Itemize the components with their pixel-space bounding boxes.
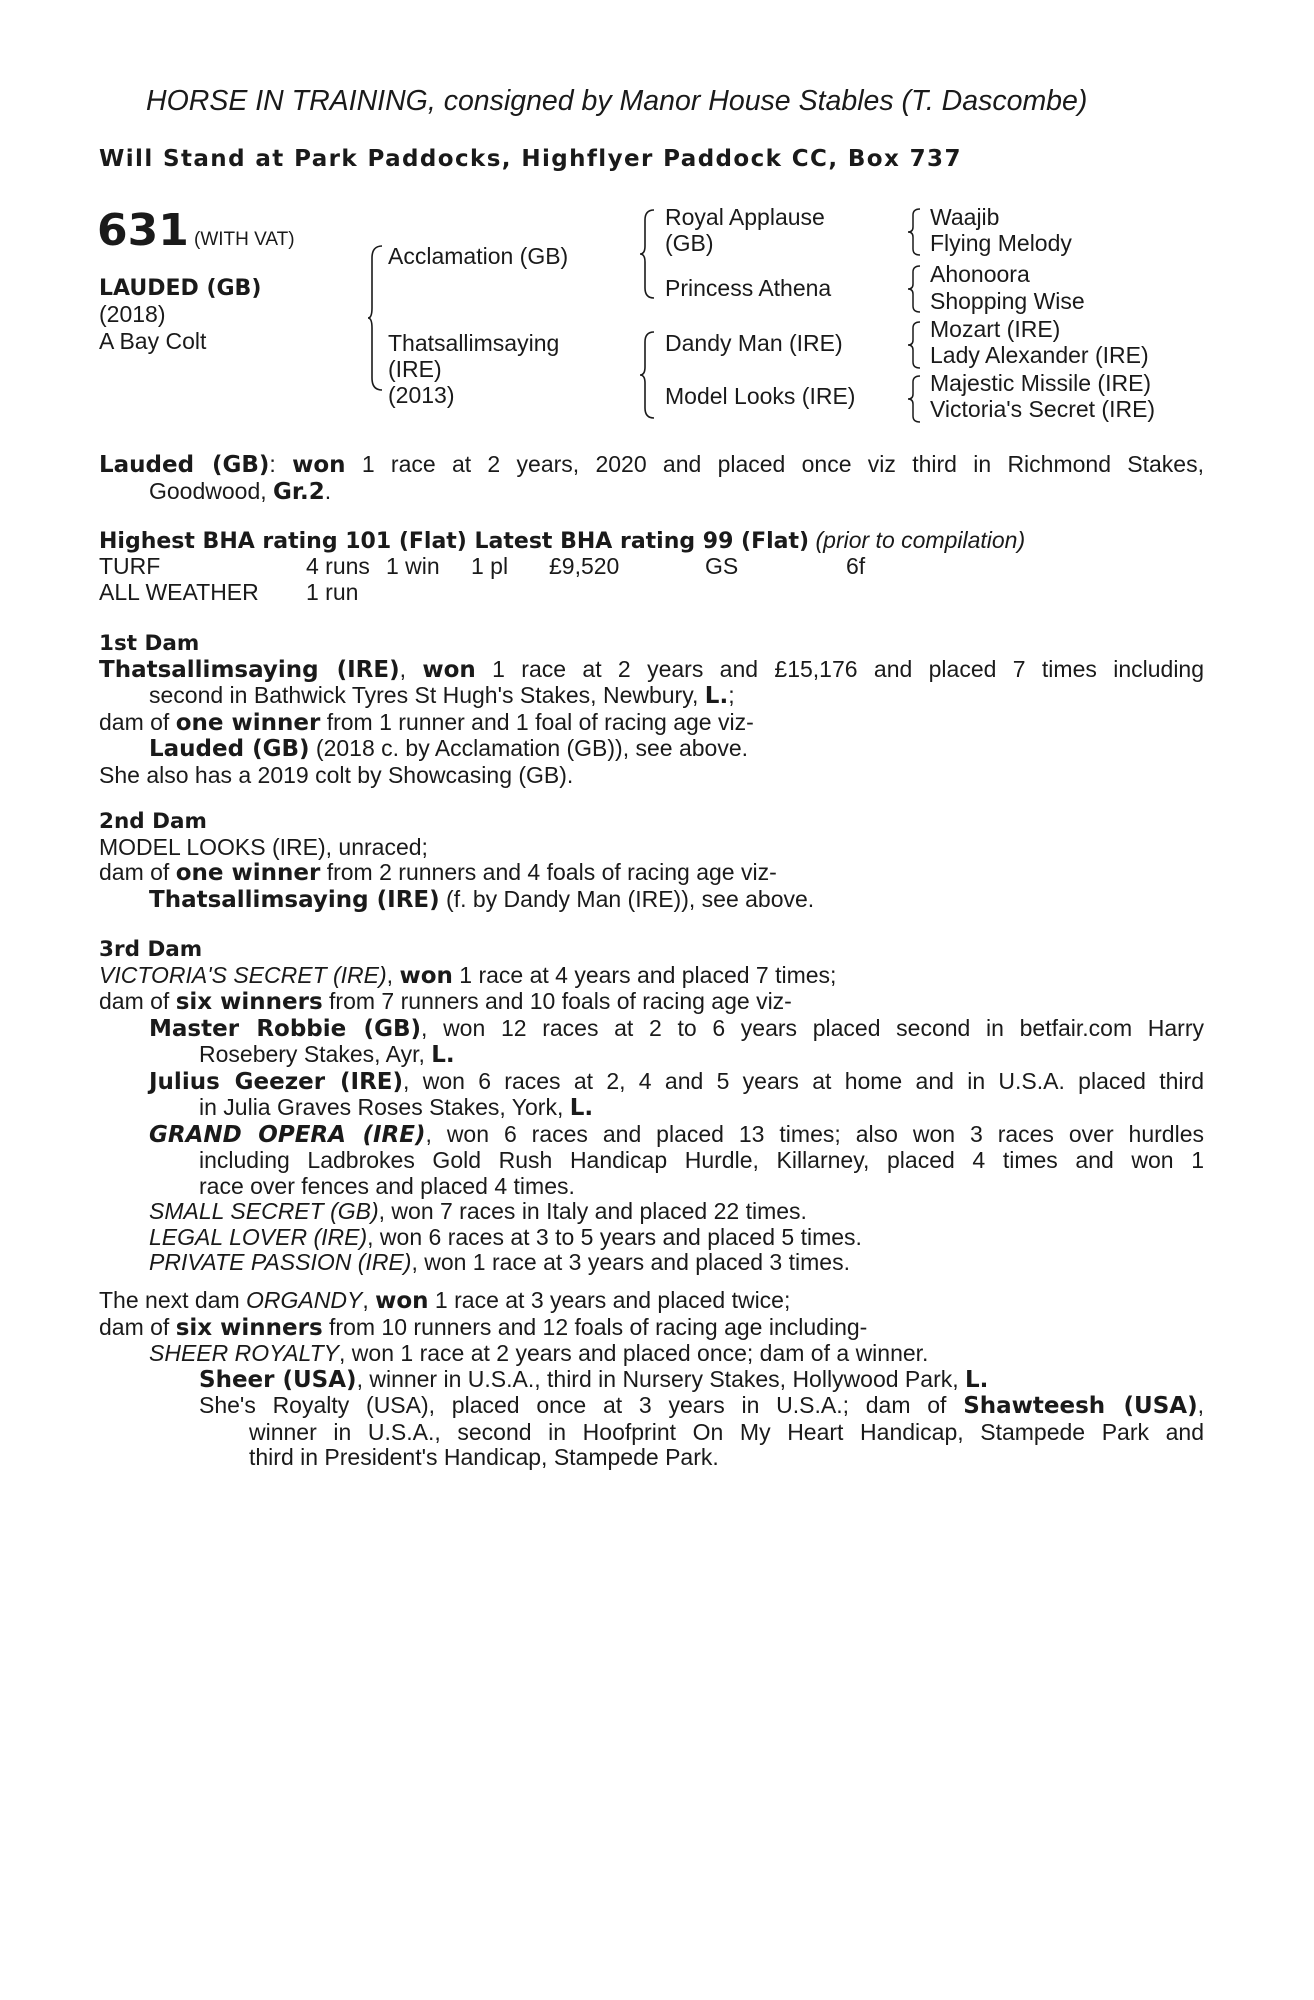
- pedigree-sire-dam: Princess Athena: [665, 275, 832, 301]
- summary-horse-name: Lauded (GB): [99, 452, 270, 478]
- separator: ,: [386, 961, 400, 988]
- offspring-text: , won 1 race at 2 years and placed once; dam of a winner.: [339, 1340, 929, 1366]
- next-dam-name: ORGANDY: [246, 1287, 363, 1313]
- offspring-name: PRIVATE PASSION (IRE): [149, 1249, 412, 1275]
- text-part: dam of: [99, 1313, 176, 1340]
- second-dam-line-2: [99, 860, 1204, 887]
- first-dam-line-2: [99, 683, 1204, 710]
- row-prize: £9,520: [549, 553, 620, 579]
- pedigree-ggd-1: Flying Melody: [930, 230, 1072, 256]
- won-label: won: [399, 962, 453, 989]
- pedigree-dam-year: (2013): [388, 382, 455, 408]
- pedigree-sire: Acclamation (GB): [388, 243, 569, 269]
- ratings-note: (prior to compilation): [815, 527, 1026, 553]
- offspring-text: , won 6 races at 2, 4 and 5 years at home and in U.S.A. placed third: [403, 1067, 1204, 1094]
- summary-line-2: [99, 479, 1204, 506]
- row-distance: 6f: [846, 553, 866, 579]
- offspring-name: Julius Geezer (IRE): [149, 1068, 404, 1095]
- ratings-heading: Highest BHA rating 101 (Flat) Latest BHA rating 99 (Flat): [99, 529, 810, 554]
- pedigree-ggd-2: Shopping Wise: [930, 288, 1085, 314]
- winner-count: six winners: [175, 989, 323, 1015]
- horse-description: A Bay Colt: [99, 328, 207, 354]
- grade: L.: [569, 1095, 594, 1121]
- offspring-name: Thatsallimsaying (IRE): [149, 886, 440, 913]
- first-dam-race: second in Bathwick Tyres St Hugh's Stakes, Newbury,: [149, 682, 705, 708]
- row-placed: 1 pl: [471, 553, 509, 579]
- offspring-text: , won 1 race at 3 years and placed 3 times.: [411, 1249, 850, 1275]
- text-part: dam of: [99, 988, 176, 1014]
- row-surface: ALL WEATHER: [99, 579, 259, 605]
- text-part: 1 race at 3 years and placed twice;: [428, 1287, 791, 1313]
- text-part: dam of: [99, 708, 176, 735]
- grand-opera-line-2: including Ladbrokes Gold Rush Handicap Hurdle, Killarney, placed 4 times and won 1: [199, 1147, 1204, 1173]
- next-dam-section: [99, 1288, 1204, 1471]
- third-dam-name: VICTORIA'S SECRET (IRE): [99, 961, 387, 988]
- row-wins: 1 win: [386, 553, 440, 579]
- julius-geezer-line-2: [99, 1095, 1204, 1122]
- first-dam-heading: 1st Dam: [99, 631, 200, 656]
- small-secret-line: [99, 1199, 1204, 1225]
- summary-grade: Gr.2: [273, 478, 325, 505]
- first-dam-section: [99, 631, 1204, 788]
- offspring-name: Master Robbie (GB): [149, 1015, 421, 1042]
- text-part: from 7 runners and 10 foals of racing age viz-: [322, 988, 792, 1014]
- offspring-name: SMALL SECRET (GB): [149, 1198, 379, 1224]
- julius-geezer-line-1: [99, 1069, 1204, 1096]
- master-robbie-line-1: [99, 1016, 1204, 1043]
- pedigree-ggd-3: Lady Alexander (IRE): [930, 342, 1149, 368]
- grade: L.: [431, 1042, 455, 1068]
- pedigree-dam-country: (IRE): [388, 356, 442, 382]
- separator: ,: [1197, 1392, 1205, 1418]
- row-runs: 4 runs: [306, 553, 370, 579]
- page-title: HORSE IN TRAINING, consigned by Manor House Stables (T. Dascombe): [146, 85, 1088, 117]
- offspring-text: (f. by Dandy Man (IRE)), see above.: [439, 885, 815, 912]
- horse-name: LAUDED (GB): [99, 276, 262, 301]
- pedigree-brace-dam: [640, 330, 656, 420]
- winner-count: six winners: [175, 1314, 323, 1341]
- summary-line-1: Lauded (GB): won 1 race at 2 years, 2020 and placed once viz third in Richmond Stakes,: [99, 451, 1204, 478]
- race-summary: [99, 452, 1204, 505]
- pedigree-brace-main: [368, 244, 384, 392]
- first-dam-won: won: [422, 656, 476, 683]
- summary-text: 1 race at 2 years, 2020 and placed once viz third in Richmond Stakes,: [345, 451, 1204, 477]
- pedigree-ggs-4: Majestic Missile (IRE): [930, 370, 1152, 396]
- grand-opera-line-3: race over fences and placed 4 times.: [199, 1172, 575, 1199]
- separator: ,: [362, 1287, 376, 1313]
- text-part: 1 race at 4 years and placed 7 times;: [452, 961, 837, 988]
- summary-course: Goodwood,: [149, 477, 274, 504]
- offspring-text: (2018 c. by Acclamation (GB)), see above.: [309, 735, 749, 761]
- pedigree-ggs-3: Mozart (IRE): [930, 316, 1061, 342]
- pedigree-brace-gg2: [908, 264, 922, 314]
- pedigree-ggs-2: Ahonoora: [930, 261, 1030, 287]
- offspring-name: SHEER ROYALTY: [149, 1340, 340, 1366]
- lot-number: 631: [97, 205, 189, 256]
- row-going: GS: [705, 553, 739, 579]
- vat-note: (WITH VAT): [194, 229, 295, 250]
- row-surface: TURF: [99, 553, 161, 579]
- row-runs: 1 run: [306, 579, 359, 605]
- grade: L.: [965, 1366, 989, 1393]
- pedigree-brace-gg3: [908, 320, 922, 370]
- next-dam-line-2: [99, 1315, 1204, 1342]
- offspring-text: , won 12 races at 2 to 6 years placed second in betfair.com Harry: [421, 1014, 1205, 1041]
- pedigree-dam-sire: Dandy Man (IRE): [665, 330, 843, 356]
- first-dam-semicolon: ;: [728, 682, 735, 708]
- ratings-row-turf: [99, 554, 1099, 580]
- legal-lover-line: [99, 1225, 1204, 1251]
- pedigree-dam: Thatsallimsaying: [388, 330, 560, 356]
- second-dam-line-1: MODEL LOOKS (IRE), unraced;: [99, 833, 428, 860]
- text-part: from 1 runner and 1 foal of racing age viz-: [320, 708, 754, 735]
- first-dam-text: 1 race at 2 years and £15,176 and placed 7 times including: [475, 655, 1205, 682]
- pedigree-brace-gg1: [908, 207, 922, 257]
- offspring-text: She's Royalty (USA), placed once at 3 years in U.S.A.; dam of: [199, 1392, 964, 1418]
- foaling-year: (2018): [99, 301, 166, 327]
- summary-won: won: [292, 452, 346, 478]
- sheer-line: [99, 1367, 1204, 1394]
- pedigree-sire-sire-country: (GB): [665, 230, 714, 256]
- third-dam-line-2: [99, 989, 1204, 1016]
- offspring-name: Lauded (GB): [149, 736, 310, 762]
- offspring-name: LEGAL LOVER (IRE): [149, 1223, 368, 1250]
- private-passion-line: [99, 1250, 1204, 1276]
- first-dam-line-3: [99, 710, 1204, 737]
- sheer-royalty-line: [99, 1341, 1204, 1367]
- grand-opera-line-1: [99, 1122, 1204, 1149]
- text-part: from 10 runners and 12 foals of racing age including-: [322, 1313, 868, 1340]
- offspring-name: GRAND OPERA (IRE): [149, 1121, 426, 1148]
- pedigree-brace-sire: [640, 208, 656, 300]
- stand-location: Will Stand at Park Paddocks, Highflyer Paddock CC, Box 737: [99, 146, 962, 172]
- shes-royalty-line-1: [99, 1393, 1204, 1420]
- winner-count: one winner: [175, 860, 321, 886]
- first-dam-name: Thatsallimsaying (IRE): [99, 656, 400, 683]
- third-dam-line-1: [99, 963, 1204, 990]
- text-part: The next dam: [99, 1287, 247, 1313]
- shes-royalty-line-2: winner in U.S.A., second in Hoofprint On My Heart Handicap, Stampede Park and: [249, 1418, 1204, 1445]
- first-dam-line-1: Thatsallimsaying (IRE), won 1 race at 2 years and £15,176 and placed 7 times including: [99, 655, 1205, 683]
- pedigree-dam-dam: Model Looks (IRE): [665, 383, 856, 409]
- first-dam-line-4: [99, 736, 1204, 763]
- offspring-text: , won 6 races at 3 to 5 years and placed 5 times.: [367, 1223, 862, 1250]
- offspring-text: , won 6 races and placed 13 times; also won 3 races over hurdles: [425, 1120, 1204, 1147]
- summary-period: .: [324, 477, 332, 504]
- next-dam-line-1: [99, 1288, 1204, 1315]
- second-dam-section: [99, 809, 1204, 913]
- first-dam-grade: L.: [704, 683, 729, 709]
- won-label: won: [375, 1288, 429, 1314]
- pedigree-ggs-1: Waajib: [930, 204, 1000, 230]
- ratings-heading-line: [99, 527, 1025, 554]
- offspring-text: Rosebery Stakes, Ayr,: [199, 1041, 432, 1067]
- offspring-text: , won 7 races in Italy and placed 22 times.: [378, 1198, 807, 1224]
- offspring-text: , winner in U.S.A., third in Nursery Stakes, Hollywood Park,: [356, 1365, 966, 1392]
- pedigree-ggd-4: Victoria's Secret (IRE): [930, 396, 1156, 422]
- ratings-row-aw: [99, 580, 1099, 606]
- second-dam-heading: 2nd Dam: [99, 809, 207, 834]
- pedigree-brace-gg4: [908, 374, 922, 424]
- second-dam-line-3: [99, 887, 1204, 914]
- text-part: dam of: [99, 859, 176, 885]
- winner-count: one winner: [175, 709, 321, 736]
- offspring-text: in Julia Graves Roses Stakes, York,: [199, 1094, 570, 1120]
- shes-royalty-line-3: third in President's Handicap, Stampede Park.: [249, 1444, 719, 1470]
- pedigree-sire-sire: Royal Applause: [665, 204, 825, 230]
- first-dam-line-5: She also has a 2019 colt by Showcasing (GB).: [99, 761, 574, 788]
- master-robbie-line-2: [99, 1042, 1204, 1069]
- third-dam-heading: 3rd Dam: [99, 937, 203, 962]
- grand-offspring-name: Shawteesh (USA): [963, 1393, 1198, 1419]
- offspring-name: Sheer (USA): [199, 1366, 357, 1393]
- third-dam-section: [99, 937, 1204, 1276]
- text-part: from 2 runners and 4 foals of racing age viz-: [320, 859, 777, 885]
